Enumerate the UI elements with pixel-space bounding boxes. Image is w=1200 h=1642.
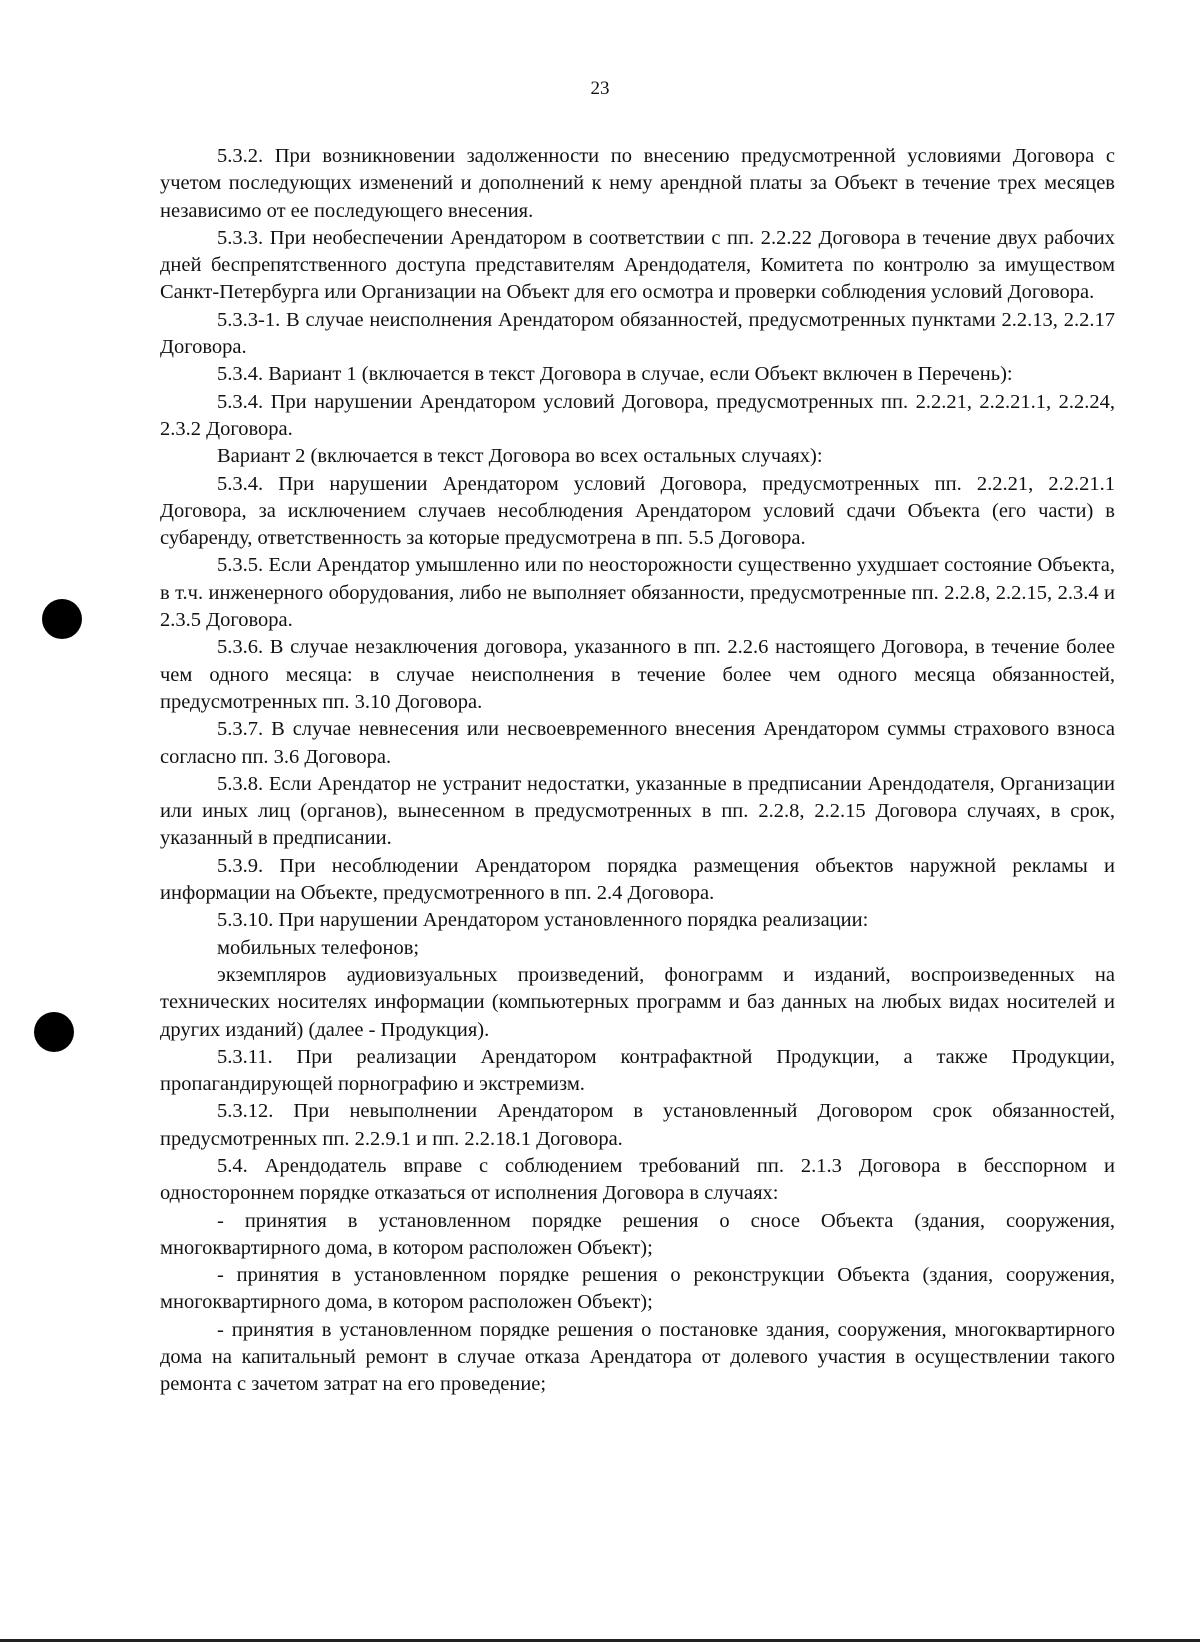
paragraph-variant-2: Вариант 2 (включается в текст Договора во всех остальных случаях): — [217, 445, 823, 468]
punch-hole-mark — [42, 599, 82, 639]
paragraph-5-3-10: 5.3.10. При нарушении Арендатором установленного порядка реализации: — [217, 909, 869, 932]
paragraph-5-3-11: 5.3.11. При реализации Арендатором контрафактной Продукции, а также Продукции, пропагандирующей порнографию и экстремизм. — [160, 1045, 1115, 1096]
paragraph-5-3-7: 5.3.7. В случае невнесения или несвоевременного внесения Арендатором суммы страхового взноса согласно пп. 3.6 Договора. — [160, 718, 1115, 768]
paragraph-reconstruction: - принятия в установленном порядке решения о реконструкции Объекта (здания, сооружения, многоквартирного дома, в котором расположен Объект); — [160, 1264, 1115, 1314]
paragraph-5-3-2: 5.3.2. При возникновении задолженности по внесению предусмотренной условиями Договора с учетом последующих изменений и дополнений к нему арендной платы за Объект в течение трех месяцев независимо от ее последующего внесения. — [160, 145, 1115, 222]
paragraph-5-3-4-variant-1: 5.3.4. Вариант 1 (включается в текст Договора в случае, если Объект включен в Перечень): — [217, 363, 1013, 386]
paragraph-5-4: 5.4. Арендодатель вправе с соблюдением требований пп. 2.1.3 Договора в бесспорном и одностороннем порядке отказаться от исполнения Договора в случаях: — [160, 1154, 1115, 1205]
paragraph-5-3-3: 5.3.3. При необеспечении Арендатором в соответствии с пп. 2.2.22 Договора в течение двух рабочих дней беспрепятственного доступа представителям Арендодателя, Комитета по контролю за имуществом Санкт-Петербурга или Организации на Объект для его осмотра и проверки соблюдения условий Договора. — [160, 226, 1115, 304]
paragraph-5-3-5: 5.3.5. Если Арендатор умышленно или по неосторожности существенно ухудшает состояние Объекта, в т.ч. инженерного оборудования, либо не выполняет обязанности, предусмотренные пп. 2.2.8, 2.2.15, 2.3.4 и 2.3.5 Договора. — [160, 554, 1115, 632]
paragraph-capital-repair: - принятия в установленном порядке решения о постановке здания, сооружения, многоквартирного дома на капитальный ремонт в случае отказа Арендатора от долевого участия в осуществлении такого ремонта с зачетом затрат на его проведение; — [160, 1318, 1115, 1396]
paragraph-5-3-3-1: 5.3.3-1. В случае неисполнения Арендатором обязанностей, предусмотренных пунктами 2.2.13, 2.2.17 Договора. — [160, 308, 1115, 359]
paragraph-5-3-6: 5.3.6. В случае незаключения договора, указанного в пп. 2.2.6 настоящего Договора, в течение более чем одного месяца: в случае неисполнения в течение более чем одного месяца обязанностей, предусмотренных пп. 3.10 Договора. — [160, 636, 1115, 713]
paragraph-demolition: - принятия в установленном порядке решения о сносе Объекта (здания, сооружения, многоквартирного дома, в котором расположен Объект); — [160, 1209, 1115, 1259]
punch-hole-mark — [34, 1012, 74, 1052]
paragraph-mobile-phones: мобильных телефонов; — [217, 936, 420, 959]
paragraph-5-3-9: 5.3.9. При несоблюдении Арендатором порядка размещения объектов наружной рекламы и информации на Объекте, предусмотренного в пп. 2.4 Договора. — [160, 854, 1115, 905]
paragraph-5-3-8: 5.3.8. Если Арендатор не устранит недостатки, указанные в предписании Арендодателя, Организации или иных лиц (органов), вынесенном в предусмотренных в пп. 2.2.8, 2.2.15 Договора случаях, в срок, указанный в предписании. — [160, 772, 1115, 850]
paragraph-5-3-12: 5.3.12. При невыполнении Арендатором в установленный Договором срок обязанностей, предусмотренных пп. 2.2.9.1 и пп. 2.2.18.1 Договора. — [160, 1100, 1115, 1150]
paragraph-5-3-4-b: 5.3.4. При нарушении Арендатором условий Договора, предусмотренных пп. 2.2.21, 2.2.21.1 Договора, за исключением случаев несоблюдения Арендатором условий сдачи Объекта (его части) в субаренду, ответственность за которые предусмотрена в пп. 5.5 Договора. — [160, 472, 1115, 550]
paragraph-audiovisual-copies: экземпляров аудиовизуальных произведений, фонограмм и изданий, воспроизведенных на технических носителях информации (компьютерных программ и баз данных на любых видах носителей и других изданий) (далее - Продукция). — [160, 963, 1115, 1041]
document-body — [160, 143, 1115, 1399]
paragraph-5-3-4-a: 5.3.4. При нарушении Арендатором условий Договора, предусмотренных пп. 2.2.21, 2.2.21.1, 2.2.24, 2.3.2 Договора. — [160, 390, 1115, 440]
page-number: 23 — [590, 78, 610, 99]
